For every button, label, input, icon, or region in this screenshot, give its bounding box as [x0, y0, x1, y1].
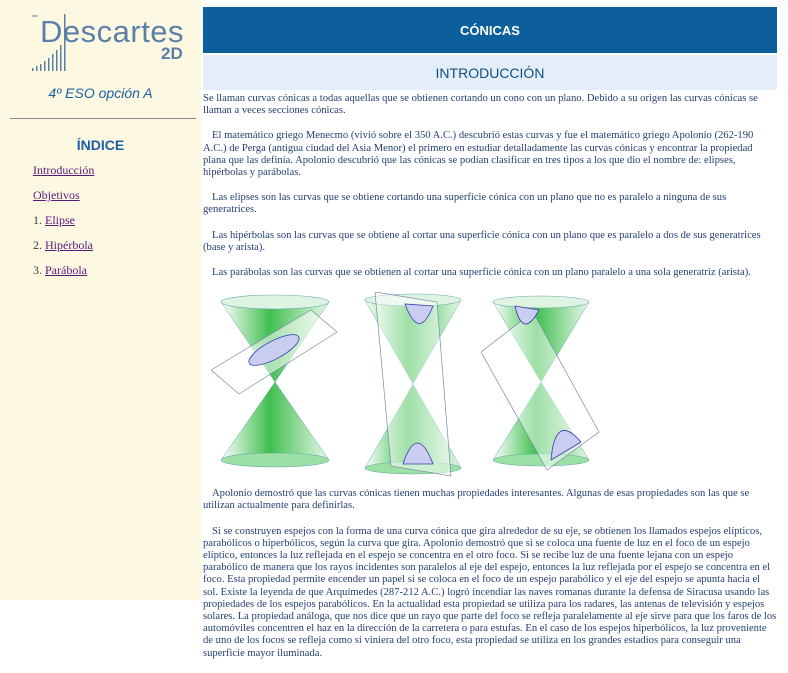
paragraph-hyperbola: Las hipérbolas son las curvas que se obtiene al cortar una superficie cónica con un plano que es paralelo a dos de sus generatrices (base y arista). [203, 229, 761, 253]
index-title: ÍNDICE [76, 137, 125, 153]
paragraph-intro: Se llaman curvas cónicas a todas aquellas que se obtienen cortando un cono con un plano. Debido a su origen las curvas cónicas se llaman a veces secciones cónicas. [203, 93, 758, 117]
nav-item-introduccion [33, 163, 94, 188]
nav-item-hiperbola [33, 238, 94, 263]
index-nav [33, 163, 94, 288]
sidebar-divider [10, 118, 196, 119]
nav-item-elipse [33, 213, 94, 238]
hyperbola-cone-figure [353, 292, 473, 480]
logo-text: Descartes [40, 14, 185, 49]
nav-number: 1. [33, 213, 42, 227]
nav-item-parabola [33, 263, 94, 288]
sidebar [0, 0, 201, 600]
paragraph-history: El matemático griego Menecmo (vivió sobre el 350 A.C.) descubrió estas curvas y fue el matemático griego Apolonio (262-190 A.C.) de Perga (antigua ciudad del Asia Menor) el primero en estudiar detalladamente las curvas cónicas y encontrar la propiedad plana que las definía. Apolonio descubrió que las cónicas se podían clasificar en tres tipos a los que dio el nombre de: elipses, hipérbolas y parábolas. [203, 130, 754, 179]
main-content [203, 93, 777, 673]
nav-link-objetivos[interactable]: Objetivos [33, 188, 80, 202]
section-header [203, 55, 777, 90]
nav-number: 3. [33, 263, 42, 277]
parabola-cone-figure [481, 292, 601, 472]
nav-link-hiperbola[interactable]: Hipérbola [45, 238, 93, 252]
nav-link-parabola[interactable]: Parábola [45, 263, 87, 277]
paragraph-ellipse: Las elipses son las curvas que se obtiene cortando una superficie cónica con un plano que no es paralelo a ninguna de sus generatrices. [203, 192, 727, 216]
page-title: CÓNICAS [460, 22, 520, 38]
nav-number: 2. [33, 238, 42, 252]
course-title: 4º ESO opción A [48, 85, 153, 101]
paragraph-mirrors: Si se construyen espejos con la forma de una curva cónica que gira alrededor de su eje, se obtienen los llamados espejos elípticos, parabólicos o hiperbólicos, según la curva que gira. Apolonio demostró que si se coloca una fuente de luz en el foco de un espejo elíptico, entonces la luz reflejada en el espejo se concentra en el otro foco. Si se recibe luz de una fuente lejana con un espejo parabólico de manera que los rayos incidentes son paralelos al eje del espejo, entonces la luz reflejada por el espejo se concentra en el foco. Esta propiedad permite encender un papel si se coloca en el foco de un espejo parabólico y el eje del espejo se apunta hacia el sol. Existe la leyenda de que Arquímedes (287-212 A.C.) logró incendiar las naves romanas durante la defensa de Siracusa usando las propiedades de los espejos parabólicos. En la actualidad esta propiedad se utiliza para los radares, las antenas de televisión y espejos solares. La propiedad análoga, que nos dice que un rayo que parte del foco se refleja paralelamente al eje sirve para que los faros de los automóviles concentren el haz en la dirección de la carretera o para estufas. En el caso de los espejos hiperbólicos, la luz proveniente de uno de los focos se refleja como si viniera del otro foco, esta propiedad se utiliza en los grandes estadios para conseguir una superficie mayor iluminada. [203, 525, 777, 659]
descartes-logo[interactable] [30, 8, 190, 78]
logo-sub: 2D [161, 44, 183, 63]
nav-link-elipse[interactable]: Elipse [45, 213, 75, 227]
conic-figures [203, 292, 777, 480]
paragraph-parabola: Las parábolas son las curvas que se obtienen al cortar una superficie cónica con un plano paralelo a una sola generatriz (arista). [212, 267, 751, 279]
section-title: INTRODUCCIÓN [435, 64, 545, 81]
page-header [203, 7, 777, 53]
ellipse-cone-figure [211, 292, 339, 472]
nav-link-introduccion[interactable]: Introducción [33, 163, 95, 177]
paragraph-properties: Apolonio demostró que las curvas cónicas tienen muchas propiedades interesantes. Algunas de esas propiedades son las que se utilizan actualmente para definirlas. [203, 488, 750, 512]
nav-item-objetivos [33, 188, 94, 213]
